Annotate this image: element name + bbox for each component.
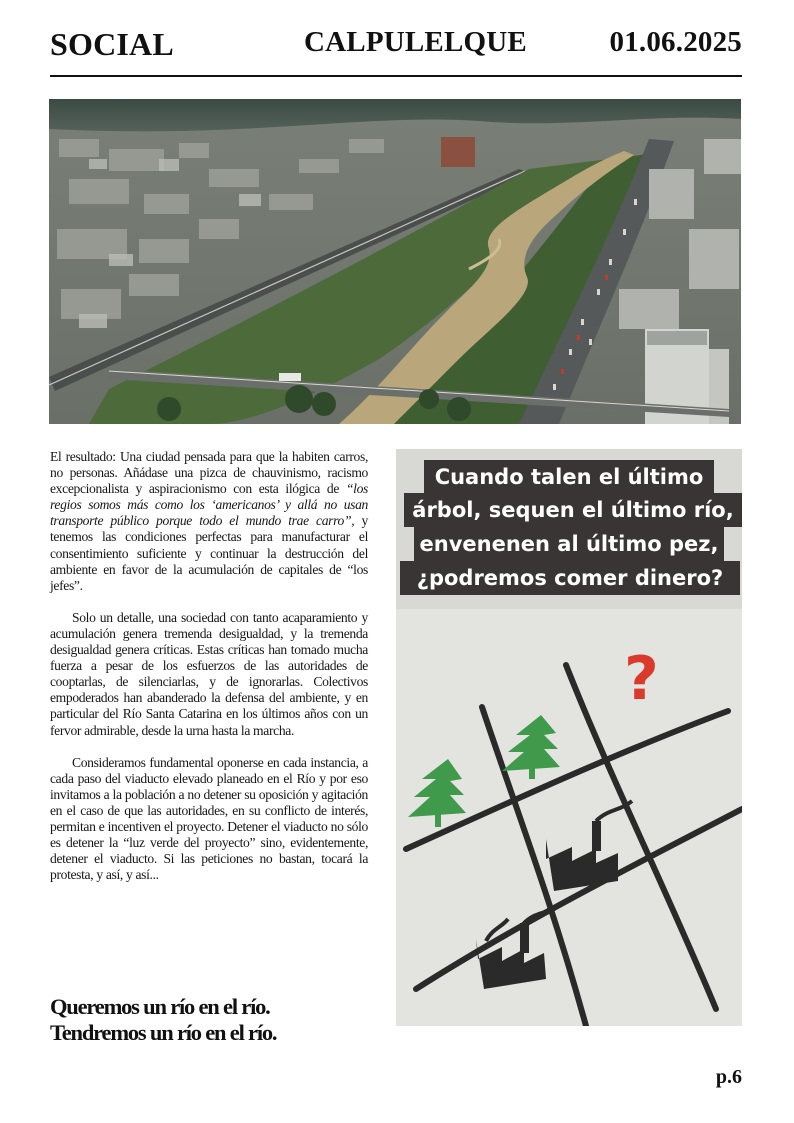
paragraph-1 (50, 449, 368, 594)
question-mark-icon: ? (624, 644, 659, 714)
article-body (50, 449, 368, 899)
paragraph-1-quote: “los regios somos más como los ‘americanos’ y allá no usan transporte público porque todo el mundo trae carro”, (50, 481, 368, 529)
publication-name: CALPULELQUE (304, 26, 527, 58)
slogan-line-2: Tendremos un río en el río. (50, 1020, 277, 1045)
quote-line-1: Cuando talen el último (424, 460, 714, 494)
page-header (50, 26, 742, 66)
aerial-river-photo (49, 99, 741, 424)
paragraph-1-text-b: y tenemos las condiciones perfectas para manufacturar el consentimiento suficiente y continuar la destrucción del ambiente en favor de la acumulación de capitales de “los jefes”. (50, 513, 369, 593)
paragraph-1-text-a: El resultado: Una ciudad pensada para que la habiten carros, no personas. Añádase una pizca de chauvinismo, racismo excepcionalista y aspiracionismo con esta ilógica de (50, 449, 368, 497)
page-number: p.6 (715, 1066, 742, 1088)
header-rule (50, 75, 742, 77)
quote-poster (396, 449, 742, 1026)
quote-line-2: árbol, sequen el último río, (404, 493, 742, 527)
slogan-line-1: Queremos un río en el río. (50, 994, 270, 1019)
paragraph-3: Consideramos fundamental oponerse en cada instancia, a cada paso del viaducto elevado planeado en el Río y por eso invitamos a la población a no detener su oposición y agitación en el caso de que las autoridades, en su conflicto de interés, permitan e incentiven el proyecto. Detener el viaducto no sólo es detener la “luz verde del proyecto” sino, evidentemente, detener el viaducto. Si las peticiones no bastan, tocará la protesta, y así, y así... (50, 754, 368, 883)
paragraph-2: Solo un detalle, una sociedad con tanto acaparamiento y acumulación genera tremenda desigualdad, y la tremenda desigualdad genera críticas. Estas críticas han tomado mucha fuerza a pesar de los esfuerzos de las autoridades de cooptarlas, de silenciarlas, y de ignorarlas. Colectivos empoderados han abanderado la defensa del ambiente, y en particular del Río Santa Catarina en los últimos años con un fervor admirable, desde la urna hasta la marcha. (50, 609, 368, 738)
issue-date: 01.06.2025 (609, 26, 742, 58)
section-title: SOCIAL (50, 26, 174, 62)
closing-slogan (50, 994, 380, 1046)
quote-line-4: ¿podremos comer dinero? (400, 561, 740, 595)
quote-line-3: envenenen al último pez, (414, 527, 724, 561)
